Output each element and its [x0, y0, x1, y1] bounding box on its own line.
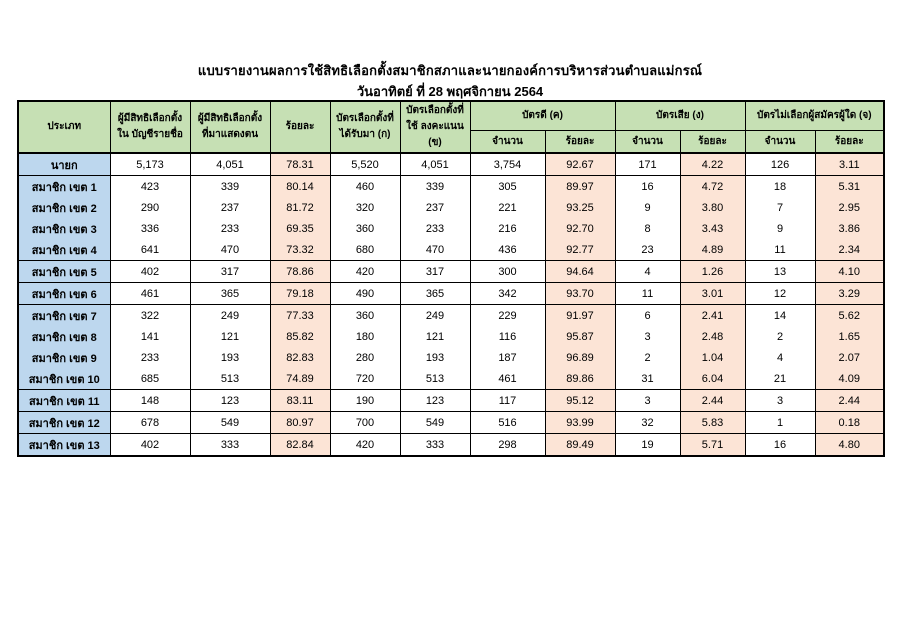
- table-cell: 342: [470, 283, 545, 305]
- table-cell: 516: [470, 412, 545, 434]
- table-cell: 4,051: [400, 153, 470, 176]
- table-cell: 2.07: [815, 347, 884, 368]
- header-valid-count: จำนวน: [470, 131, 545, 154]
- table-cell: 2.48: [680, 326, 745, 347]
- table-cell: 79.18: [270, 283, 330, 305]
- table-cell: 4.80: [815, 434, 884, 457]
- table-row: [18, 218, 884, 239]
- table-cell: 680: [330, 239, 400, 261]
- table-cell: 305: [470, 176, 545, 198]
- table-cell: 2.44: [815, 390, 884, 412]
- table-cell: 513: [400, 368, 470, 390]
- table-cell: 93.70: [545, 283, 615, 305]
- table-cell: 187: [470, 347, 545, 368]
- table-cell: 9: [615, 197, 680, 218]
- table-cell: 420: [330, 261, 400, 283]
- table-cell: 5.62: [815, 305, 884, 327]
- table-cell: 2: [745, 326, 815, 347]
- table-cell: 92.70: [545, 218, 615, 239]
- table-cell: 23: [615, 239, 680, 261]
- table-cell: 80.14: [270, 176, 330, 198]
- table-cell: 193: [190, 347, 270, 368]
- table-cell: 16: [745, 434, 815, 457]
- table-cell: 317: [190, 261, 270, 283]
- header-turnout-percent: ร้อยละ: [270, 101, 330, 153]
- row-label: สมาชิก เขต 12: [18, 412, 110, 434]
- table-cell: 121: [190, 326, 270, 347]
- table-cell: 4.10: [815, 261, 884, 283]
- table-cell: 549: [190, 412, 270, 434]
- table-cell: 513: [190, 368, 270, 390]
- table-cell: 21: [745, 368, 815, 390]
- table-cell: 233: [400, 218, 470, 239]
- table-cell: 171: [615, 153, 680, 176]
- table-cell: 2.34: [815, 239, 884, 261]
- table-cell: 3.80: [680, 197, 745, 218]
- table-cell: 4.09: [815, 368, 884, 390]
- row-label: สมาชิก เขต 3: [18, 218, 110, 239]
- table-row: [18, 153, 884, 176]
- table-cell: 2.41: [680, 305, 745, 327]
- table-cell: 461: [470, 368, 545, 390]
- header-invalid-count: จำนวน: [615, 131, 680, 154]
- table-cell: 96.89: [545, 347, 615, 368]
- table-cell: 4,051: [190, 153, 270, 176]
- row-label: นายก: [18, 153, 110, 176]
- table-cell: 13: [745, 261, 815, 283]
- table-row: [18, 368, 884, 390]
- election-results-table: [17, 100, 885, 457]
- table-cell: 19: [615, 434, 680, 457]
- table-cell: 1.65: [815, 326, 884, 347]
- table-cell: 5,173: [110, 153, 190, 176]
- table-cell: 1.26: [680, 261, 745, 283]
- table-cell: 317: [400, 261, 470, 283]
- header-valid-ballots-group: บัตรดี (ค): [470, 101, 615, 131]
- table-cell: 94.64: [545, 261, 615, 283]
- table-cell: 420: [330, 434, 400, 457]
- table-cell: 31: [615, 368, 680, 390]
- table-cell: 339: [400, 176, 470, 198]
- table-cell: 300: [470, 261, 545, 283]
- table-cell: 89.86: [545, 368, 615, 390]
- table-cell: 190: [330, 390, 400, 412]
- table-cell: 89.49: [545, 434, 615, 457]
- header-ballots-received: บัตรเลือกตั้งที่ ได้รับมา (ก): [330, 101, 400, 153]
- table-cell: 89.97: [545, 176, 615, 198]
- table-cell: 3.29: [815, 283, 884, 305]
- table-cell: 4: [745, 347, 815, 368]
- table-cell: 78.86: [270, 261, 330, 283]
- table-header: [18, 101, 884, 153]
- row-label: สมาชิก เขต 10: [18, 368, 110, 390]
- table-cell: 82.83: [270, 347, 330, 368]
- table-cell: 6: [615, 305, 680, 327]
- report-date: วันอาทิตย์ ที่ 28 พฤศจิกายน 2564: [356, 84, 544, 99]
- table-cell: 180: [330, 326, 400, 347]
- header-turnout: ผู้มีสิทธิเลือกตั้ง ที่มาแสดงตน: [190, 101, 270, 153]
- table-row: [18, 412, 884, 434]
- table-cell: 237: [190, 197, 270, 218]
- table-cell: 95.12: [545, 390, 615, 412]
- table-cell: 80.97: [270, 412, 330, 434]
- table-cell: 11: [615, 283, 680, 305]
- row-label: สมาชิก เขต 7: [18, 305, 110, 327]
- table-row: [18, 434, 884, 457]
- row-label: สมาชิก เขต 9: [18, 347, 110, 368]
- table-row: [18, 261, 884, 283]
- table-cell: 81.72: [270, 197, 330, 218]
- table-cell: 233: [190, 218, 270, 239]
- table-cell: 77.33: [270, 305, 330, 327]
- table-cell: 85.82: [270, 326, 330, 347]
- table-cell: 460: [330, 176, 400, 198]
- header-invalid-ballots-group: บัตรเสีย (ง): [615, 101, 745, 131]
- row-label: สมาชิก เขต 1: [18, 176, 110, 198]
- table-row: [18, 390, 884, 412]
- table-cell: 116: [470, 326, 545, 347]
- table-row: [18, 239, 884, 261]
- table-cell: 1.04: [680, 347, 745, 368]
- table-cell: 5.71: [680, 434, 745, 457]
- table-cell: 12: [745, 283, 815, 305]
- table-cell: 402: [110, 261, 190, 283]
- table-cell: 339: [190, 176, 270, 198]
- table-cell: 121: [400, 326, 470, 347]
- table-row: [18, 283, 884, 305]
- table-cell: 2.44: [680, 390, 745, 412]
- table-cell: 470: [400, 239, 470, 261]
- table-cell: 365: [190, 283, 270, 305]
- table-cell: 0.18: [815, 412, 884, 434]
- row-label: สมาชิก เขต 13: [18, 434, 110, 457]
- report-title: แบบรายงานผลการใช้สิทธิเลือกตั้งสมาชิกสภาและนายกองค์การบริหารส่วนตำบลแม่กรณ์: [197, 63, 703, 78]
- table-cell: 461: [110, 283, 190, 305]
- table-cell: 1: [745, 412, 815, 434]
- table-cell: 423: [110, 176, 190, 198]
- table-cell: 216: [470, 218, 545, 239]
- table-row: [18, 305, 884, 327]
- table-cell: 74.89: [270, 368, 330, 390]
- table-cell: 91.97: [545, 305, 615, 327]
- table-cell: 3.43: [680, 218, 745, 239]
- header-ballots-used: บัตรเลือกตั้งที่ใช้ ลงคะแนน (ข): [400, 101, 470, 153]
- table-row: [18, 197, 884, 218]
- table-cell: 7: [745, 197, 815, 218]
- table-header-row-main: [18, 101, 884, 131]
- table-cell: 148: [110, 390, 190, 412]
- table-cell: 9: [745, 218, 815, 239]
- table-cell: 360: [330, 305, 400, 327]
- table-cell: 93.99: [545, 412, 615, 434]
- header-valid-percent: ร้อยละ: [545, 131, 615, 154]
- table-cell: 402: [110, 434, 190, 457]
- table-cell: 3.11: [815, 153, 884, 176]
- table-cell: 73.32: [270, 239, 330, 261]
- table-cell: 3: [615, 390, 680, 412]
- table-cell: 5.83: [680, 412, 745, 434]
- table-cell: 8: [615, 218, 680, 239]
- row-label: สมาชิก เขต 2: [18, 197, 110, 218]
- table-cell: 4.72: [680, 176, 745, 198]
- table-cell: 92.67: [545, 153, 615, 176]
- table-cell: 436: [470, 239, 545, 261]
- table-cell: 678: [110, 412, 190, 434]
- table-cell: 700: [330, 412, 400, 434]
- table-cell: 193: [400, 347, 470, 368]
- table-cell: 5,520: [330, 153, 400, 176]
- row-label: สมาชิก เขต 4: [18, 239, 110, 261]
- row-label: สมาชิก เขต 5: [18, 261, 110, 283]
- table-cell: 32: [615, 412, 680, 434]
- table-cell: 233: [110, 347, 190, 368]
- table-cell: 290: [110, 197, 190, 218]
- header-registered-voters: ผู้มีสิทธิเลือกตั้งใน บัญชีรายชื่อ: [110, 101, 190, 153]
- header-no-vote-ballots-group: บัตรไม่เลือกผู้สมัครผู้ใด (จ): [745, 101, 884, 131]
- header-no-vote-percent: ร้อยละ: [815, 131, 884, 154]
- table-cell: 336: [110, 218, 190, 239]
- table-cell: 2.95: [815, 197, 884, 218]
- table-cell: 3.01: [680, 283, 745, 305]
- table-cell: 249: [400, 305, 470, 327]
- row-label: สมาชิก เขต 11: [18, 390, 110, 412]
- table-cell: 4.22: [680, 153, 745, 176]
- table-cell: 141: [110, 326, 190, 347]
- table-cell: 298: [470, 434, 545, 457]
- table-body: [18, 153, 884, 456]
- table-cell: 322: [110, 305, 190, 327]
- table-cell: 95.87: [545, 326, 615, 347]
- table-cell: 320: [330, 197, 400, 218]
- table-cell: 4.89: [680, 239, 745, 261]
- table-cell: 249: [190, 305, 270, 327]
- table-cell: 720: [330, 368, 400, 390]
- table-row: [18, 347, 884, 368]
- table-cell: 365: [400, 283, 470, 305]
- table-cell: 93.25: [545, 197, 615, 218]
- table-cell: 18: [745, 176, 815, 198]
- table-cell: 4: [615, 261, 680, 283]
- table-cell: 123: [190, 390, 270, 412]
- table-cell: 3.86: [815, 218, 884, 239]
- table-cell: 221: [470, 197, 545, 218]
- table-cell: 490: [330, 283, 400, 305]
- table-cell: 333: [190, 434, 270, 457]
- table-cell: 69.35: [270, 218, 330, 239]
- table-cell: 229: [470, 305, 545, 327]
- table-cell: 126: [745, 153, 815, 176]
- table-cell: 641: [110, 239, 190, 261]
- table-cell: 333: [400, 434, 470, 457]
- table-cell: 11: [745, 239, 815, 261]
- table-cell: 3: [745, 390, 815, 412]
- table-cell: 123: [400, 390, 470, 412]
- table-cell: 3: [615, 326, 680, 347]
- table-cell: 6.04: [680, 368, 745, 390]
- row-label: สมาชิก เขต 8: [18, 326, 110, 347]
- table-cell: 237: [400, 197, 470, 218]
- table-cell: 16: [615, 176, 680, 198]
- table-cell: 360: [330, 218, 400, 239]
- table-cell: 14: [745, 305, 815, 327]
- table-cell: 2: [615, 347, 680, 368]
- header-invalid-percent: ร้อยละ: [680, 131, 745, 154]
- table-cell: 685: [110, 368, 190, 390]
- table-cell: 83.11: [270, 390, 330, 412]
- table-cell: 78.31: [270, 153, 330, 176]
- table-cell: 117: [470, 390, 545, 412]
- row-label: สมาชิก เขต 6: [18, 283, 110, 305]
- table-cell: 549: [400, 412, 470, 434]
- table-cell: 5.31: [815, 176, 884, 198]
- header-category: ประเภท: [18, 101, 110, 153]
- table-row: [18, 326, 884, 347]
- table-row: [18, 176, 884, 198]
- table-cell: 3,754: [470, 153, 545, 176]
- table-cell: 280: [330, 347, 400, 368]
- table-cell: 92.77: [545, 239, 615, 261]
- header-no-vote-count: จำนวน: [745, 131, 815, 154]
- table-cell: 82.84: [270, 434, 330, 457]
- table-cell: 470: [190, 239, 270, 261]
